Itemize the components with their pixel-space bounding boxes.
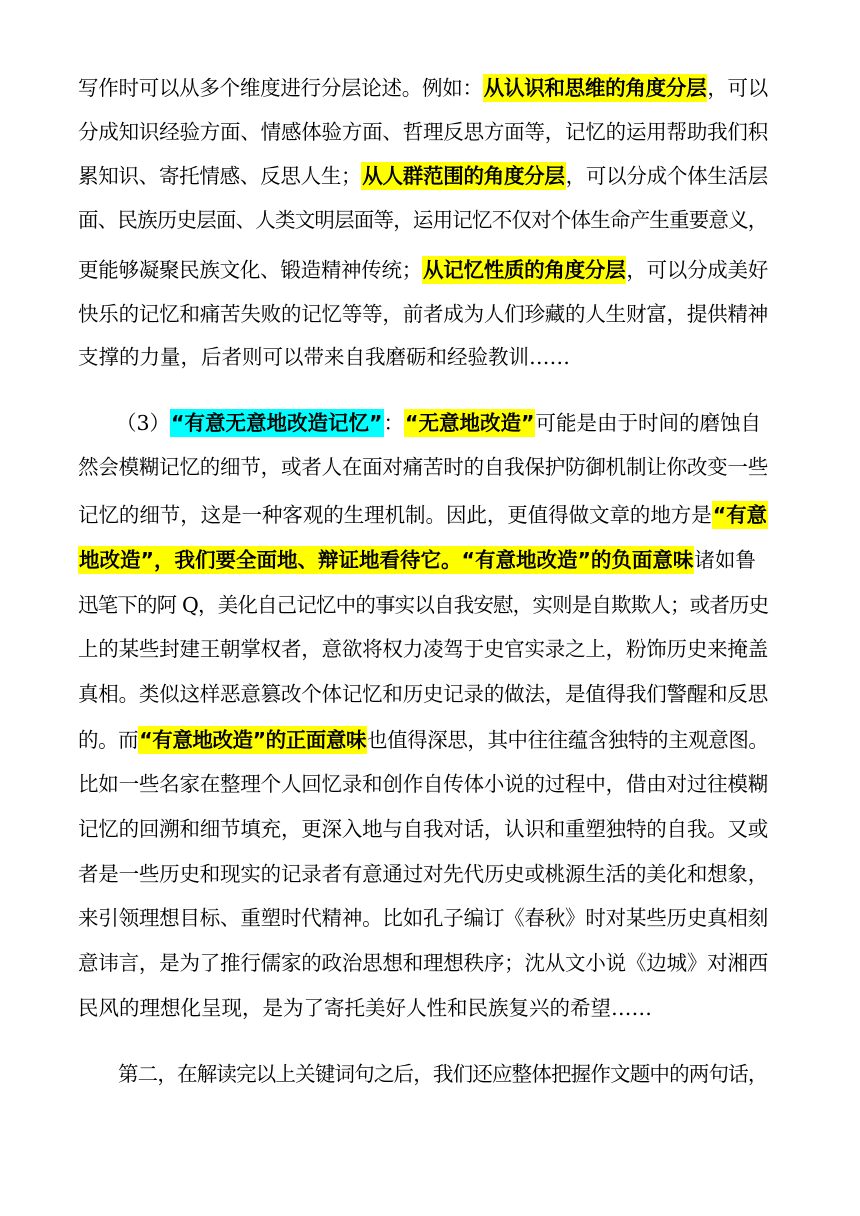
para2-line5: 迅笔下的阿 Q，美化自己记忆中的事实以自我安慰，实则是自欺欺人；或者历史 — [78, 593, 769, 617]
highlight-intentional-negative: 地改造”，我们要全面地、辩证地看待它。“有意地改造”的负面意味 — [79, 548, 694, 572]
para1-line5 — [78, 255, 768, 285]
para1-text: 更能够凝聚民族文化、锻造精神传统； — [78, 258, 422, 282]
para2-line9: 比如一些名家在整理个人回忆录和创作自传体小说的过程中，借由对过往模糊 — [78, 772, 768, 796]
para1-line4: 面、民族历史层面、人类文明层面等，运用记忆不仅对个体生命产生重要意义， — [78, 208, 768, 232]
para2-text: ： — [383, 411, 404, 435]
para1-text: 累知识、寄托情感、反思人生； — [78, 164, 362, 188]
para1-line7: 支撑的力量，后者则可以带来自我磨砺和经验教训…… — [78, 345, 570, 369]
para2-line4 — [78, 545, 756, 575]
para2-text: 也值得深思，其中往往蕴含独特的主观意图。 — [367, 728, 769, 752]
highlight-topic-phrase: “有意无意地改造记忆” — [171, 411, 383, 435]
para1-text: ，可以 — [707, 76, 769, 100]
para1-text: 写作时可以从多个维度进行分层论述。例如： — [78, 76, 483, 100]
highlight-memory-nature-layer: 从记忆性质的角度分层 — [423, 258, 626, 282]
para3-line1: 第二，在解读完以上关键词句之后，我们还应整体把握作文题中的两句话， — [118, 1062, 768, 1086]
highlight-population-layer: 从人群范围的角度分层 — [362, 164, 565, 188]
para2-line11: 者是一些历史和现实的记录者有意通过对先代历史或桃源生活的美化和想象， — [78, 862, 768, 886]
para1-line2: 分成知识经验方面、情感体验方面、哲理反思方面等，记忆的运用帮助我们积 — [78, 120, 768, 144]
para1-line6: 快乐的记忆和痛苦失败的记忆等等，前者成为人们珍藏的人生财富，提供精神 — [78, 302, 768, 326]
para2-line13: 意讳言，是为了推行儒家的政治思想和理想秩序；沈从文小说《边城》对湘西 — [78, 951, 768, 975]
para1-text: ，可以分成美好 — [626, 258, 769, 282]
para2-text: 可能是由于时间的磨蚀自 — [535, 411, 761, 435]
para2-line10: 记忆的回溯和细节填充，更深入地与自我对话，认识和重塑独特的自我。又或 — [78, 817, 768, 841]
highlight-intentional-positive: “有意地改造”的正面意味 — [139, 728, 367, 752]
para2-line6: 上的某些封建王朝掌权者，意欲将权力凌驾于史官实录之上，粉饰历史来掩盖 — [78, 637, 768, 661]
highlight-unintentional: “无意地改造” — [405, 411, 535, 435]
item-number: （3） — [116, 411, 171, 435]
para1-text: ，可以分成个体生活层 — [565, 164, 769, 188]
highlight-cognition-layer: 从认识和思维的角度分层 — [483, 76, 707, 100]
para2-text: 诸如鲁 — [694, 548, 756, 572]
para1-line3 — [78, 161, 768, 191]
para2-line7: 真相。类似这样恶意篡改个体记忆和历史记录的做法，是值得我们警醒和反思 — [78, 682, 768, 706]
para2-text: 记忆的细节，这是一种客观的生理机制。因此，更值得做文章的地方是 — [78, 503, 712, 527]
para2-line12: 来引领理想目标、重塑时代精神。比如孔子编订《春秋》时对某些历史真相刻 — [78, 906, 768, 930]
para2-line3 — [78, 500, 768, 530]
highlight-intentional-start: “有意 — [712, 503, 767, 527]
para2-line2: 然会模糊记忆的细节，或者人在面对痛苦时的自我保护防御机制让你改变一些 — [78, 455, 768, 479]
para2-text: 的。而 — [78, 728, 139, 752]
para2-line1 — [116, 408, 761, 438]
para2-line14: 民风的理想化呈现，是为了寄托美好人性和民族复兴的希望…… — [78, 996, 652, 1020]
para1-line1 — [78, 73, 768, 103]
para2-line8 — [78, 725, 768, 755]
